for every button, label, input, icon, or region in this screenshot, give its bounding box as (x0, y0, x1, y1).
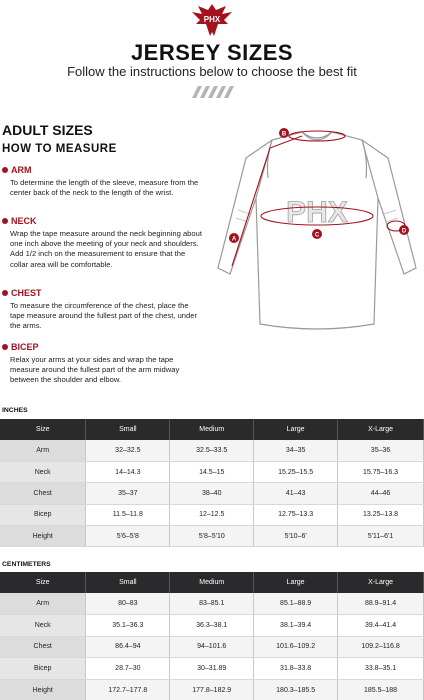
marker-b (279, 128, 289, 138)
marker-d (399, 225, 409, 235)
table-cell: 41–43 (254, 483, 338, 504)
jersey-text: PHX (286, 196, 348, 229)
instruction-label: NECK (11, 216, 37, 226)
instruction-text: Relax your arms at your sides and wrap the tape measure around the fullest part of the arm midway between the shoulder and elbow. (10, 355, 180, 385)
table-cell: 31.8–33.8 (254, 658, 338, 680)
instruction-neck (2, 216, 202, 270)
instruction-arm (2, 165, 202, 198)
table-header-cell: Small (86, 419, 170, 440)
table-cell: 177.8–182.9 (170, 679, 254, 700)
table-cell: 14–14.3 (86, 461, 170, 482)
marker-c (312, 229, 322, 239)
table-cell: 35–36 (338, 440, 424, 461)
stripe-decoration (188, 86, 236, 98)
marker-a (229, 233, 239, 243)
table-cell: 5'10–6' (254, 526, 338, 547)
table-header-cell: Medium (170, 419, 254, 440)
table-header-cell: Size (0, 419, 86, 440)
table-header-cell: X-Large (338, 419, 424, 440)
how-to-measure-heading: HOW TO MEASURE (2, 143, 117, 155)
instruction-label: CHEST (11, 288, 42, 298)
bullet-icon (2, 167, 8, 173)
table-cell: 83–85.1 (170, 593, 254, 615)
table-cell: 172.7–177.8 (86, 679, 170, 700)
table-row (0, 658, 424, 680)
table-header-cell: Large (254, 572, 338, 593)
row-label: Height (0, 526, 86, 547)
table-cell: 88.9–91.4 (338, 593, 424, 615)
table-cell: 109.2–116.8 (338, 636, 424, 658)
table-cell: 38.1–39.4 (254, 615, 338, 637)
table-cell: 33.8–35.1 (338, 658, 424, 680)
table-row (0, 636, 424, 658)
table-cell: 13.25–13.8 (338, 504, 424, 525)
row-label: Chest (0, 636, 86, 658)
table-header-cell: Small (86, 572, 170, 593)
table-cell: 32–32.5 (86, 440, 170, 461)
centimeters-size-table (0, 572, 424, 700)
instruction-label: BICEP (11, 342, 39, 352)
row-label: Bicep (0, 658, 86, 680)
svg-text:B: B (281, 131, 287, 138)
table-cell: 80–83 (86, 593, 170, 615)
row-label: Height (0, 679, 86, 700)
table-row (0, 679, 424, 700)
table-row (0, 526, 424, 547)
adult-sizes-heading: ADULT SIZES (2, 122, 93, 138)
table-cell: 30–31.89 (170, 658, 254, 680)
table-cell: 101.6–109.2 (254, 636, 338, 658)
table-cell: 15.75–16.3 (338, 461, 424, 482)
svg-text:A: A (231, 236, 237, 243)
instruction-text: To determine the length of the sleeve, measure from the center back of the neck to the length of the wrist. (10, 178, 199, 198)
row-label: Neck (0, 615, 86, 637)
centimeters-label: CENTIMETERS (2, 561, 51, 568)
phx-logo (190, 2, 234, 38)
table-cell: 44–46 (338, 483, 424, 504)
table-row (0, 440, 424, 461)
table-cell: 39.4–41.4 (338, 615, 424, 637)
table-cell: 36.3–38.1 (170, 615, 254, 637)
table-row (0, 461, 424, 482)
table-row (0, 483, 424, 504)
page-title: JERSEY SIZES (130, 40, 294, 65)
table-cell: 11.5–11.8 (86, 504, 170, 525)
table-cell: 5'6–5'8 (86, 526, 170, 547)
table-cell: 28.7–30 (86, 658, 170, 680)
table-cell: 94–101.6 (170, 636, 254, 658)
inches-label: INCHES (2, 407, 28, 414)
inches-size-table (0, 419, 424, 547)
table-cell: 32.5–33.5 (170, 440, 254, 461)
page-subtitle: Follow the instructions below to choose the best fit (67, 64, 357, 79)
svg-text:D: D (401, 228, 407, 235)
table-row (0, 593, 424, 615)
table-cell: 5'11–6'1 (338, 526, 424, 547)
table-cell: 35.1–36.3 (86, 615, 170, 637)
instruction-chest (2, 288, 202, 332)
instruction-bicep (2, 342, 202, 386)
table-header-cell: Size (0, 572, 86, 593)
row-label: Arm (0, 593, 86, 615)
bullet-icon (2, 290, 8, 296)
table-cell: 185.5–188 (338, 679, 424, 700)
bullet-icon (2, 344, 8, 350)
table-header-row (0, 419, 424, 440)
table-header-row (0, 572, 424, 593)
table-cell: 12–12.5 (170, 504, 254, 525)
instruction-text: To measure the circumference of the chest, place the tape measure around the fullest part of the chest, under the arms. (10, 301, 198, 331)
row-label: Arm (0, 440, 86, 461)
table-cell: 38–40 (170, 483, 254, 504)
table-header-cell: Medium (170, 572, 254, 593)
table-cell: 180.3–185.5 (254, 679, 338, 700)
instruction-text: Wrap the tape measure around the neck beginning about one inch above the meeting of your neck and shoulders. Add 1/2 inch on the measurement to ensure that the collar area will be comfortable. (10, 229, 202, 269)
row-label: Bicep (0, 504, 86, 525)
svg-text:C: C (314, 232, 320, 239)
row-label: Chest (0, 483, 86, 504)
table-cell: 14.5–15 (170, 461, 254, 482)
table-row (0, 504, 424, 525)
bullet-icon (2, 218, 8, 224)
jersey-diagram (210, 118, 424, 350)
table-cell: 5'8–5'10 (170, 526, 254, 547)
table-cell: 34–35 (254, 440, 338, 461)
table-header-cell: X-Large (338, 572, 424, 593)
table-row (0, 615, 424, 637)
logo-text: PHX (203, 15, 221, 24)
table-cell: 86.4–94 (86, 636, 170, 658)
table-cell: 85.1–88.9 (254, 593, 338, 615)
table-header-cell: Large (254, 419, 338, 440)
instruction-label: ARM (11, 165, 32, 175)
row-label: Neck (0, 461, 86, 482)
table-cell: 35–37 (86, 483, 170, 504)
table-cell: 12.75–13.3 (254, 504, 338, 525)
table-cell: 15.25–15.5 (254, 461, 338, 482)
